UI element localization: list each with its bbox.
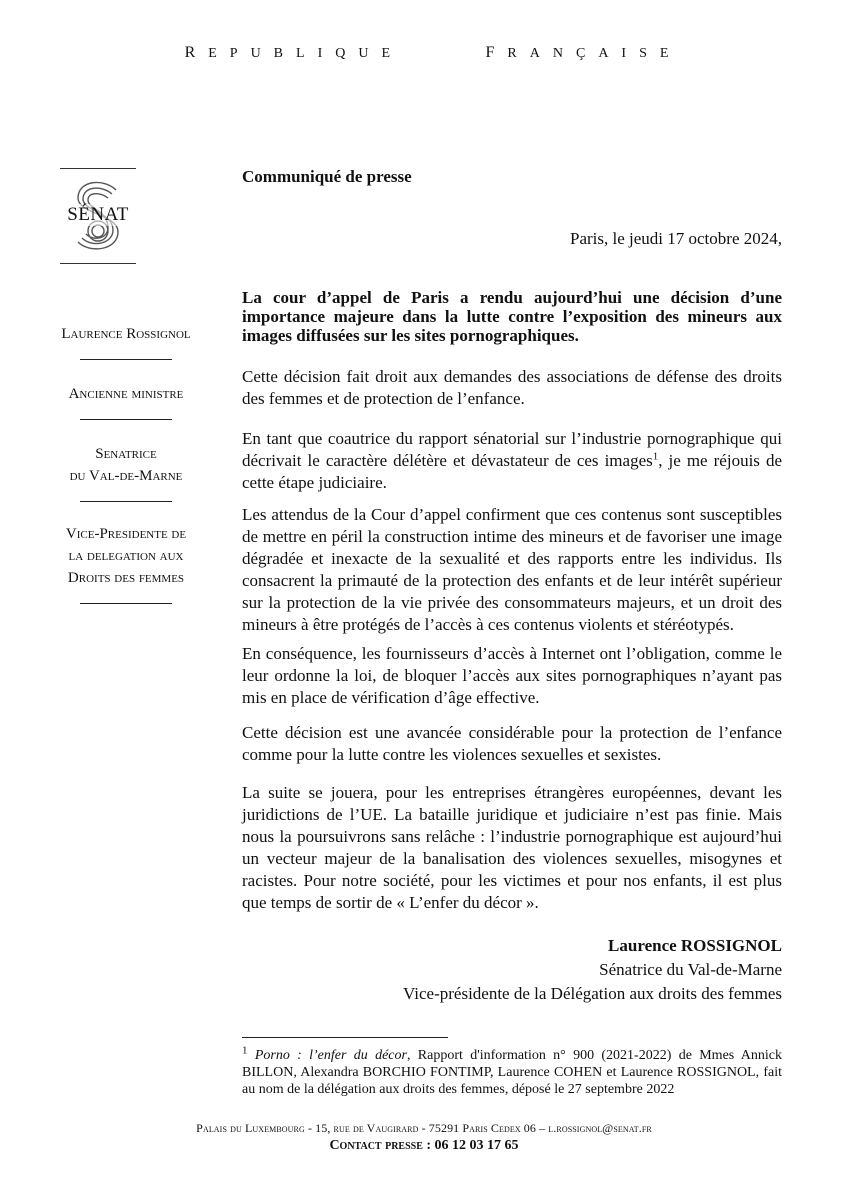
logo-text: SÉNAT (60, 204, 136, 226)
divider (80, 419, 172, 420)
footnote-number: 1 (242, 1044, 248, 1057)
paragraph-4: En conséquence, les fournisseurs d’accès à Internet ont l’obligation, comme le leur ordonne la loi, de bloquer l’accès aux sites pornographiques n’ayant pas mis en place de vérification d’âge effective. (242, 644, 782, 707)
footer-contact: Contact presse : 06 12 03 17 65 (329, 1138, 519, 1153)
paragraph-6: La suite se jouera, pour les entreprises étrangères européennes, devant les juridictions de l’UE. La bataille juridique et judiciaire n’est pas finie. Mais nous la poursuivrons sans relâche : l’industrie pornographique est aujourd’hui un vecteur majeur de la banalisation des violences sexuelles, misogynes et racistes. Pour notre société, pour les victimes et pour nos enfants, il est plus que temps de sortir de « L’enfer du décor ». (242, 783, 782, 912)
divider (80, 359, 172, 360)
signature-title-2: Vice-présidente de la Délégation aux droits des femmes (403, 984, 782, 1003)
senat-logo (60, 168, 136, 264)
footnote-rule (242, 1037, 448, 1038)
footnote-ref[interactable]: 1 (652, 450, 659, 463)
divider (80, 603, 172, 604)
senator-block (28, 443, 224, 502)
document-header (0, 44, 848, 62)
lede-paragraph: La cour d’appel de Paris a rendu aujourd’hui une décision d’une importance majeure dans la lutte contre l’exposition des mineurs aux images diffusées sur les sites pornographiques. (242, 288, 782, 345)
signature-title-1: Sénatrice du Val-de-Marne (599, 960, 782, 979)
header-letter-r: R (184, 44, 209, 61)
paragraph-2-text-a: En tant que coautrice du rapport sénatorial sur l’industrie pornographique qui décrivait le caractère délétère et dévastateur de ces images (242, 429, 782, 470)
vp-line-2: la delegation aux (68, 548, 184, 564)
footnote-text: , Rapport d'information n° 900 (2021-2022) de Mmes Annick BILLON, Alexandra BORCHIO FONTIMP, Laurence COHEN et Laurence ROSSIGNOL, fait au nom de la délégation aux droits des femmes, déposé le 27 septembre 2022 (242, 1048, 782, 1097)
senator-line-2: du Val-de-Marne (69, 468, 183, 484)
paragraph-2-text-b: , je me réjouis de cette étape judiciaire. (242, 451, 782, 492)
footnote-title: Porno : l’enfer du décor (254, 1048, 407, 1063)
header-letter-f: F (485, 44, 508, 61)
senator-line-1: Senatrice (95, 446, 157, 462)
footnote (242, 1044, 782, 1098)
header-republique: EPUBLIQUE (208, 46, 404, 61)
paragraph-5: Cette décision est une avancée considérable pour la protection de l’enfance comme pour la lutte contre les violences sexuelles et sexistes. (242, 723, 782, 764)
logo-bottom-rule (60, 263, 136, 264)
vice-president-block (28, 523, 224, 604)
footer-address: Palais du Luxembourg - 15, rue de Vaugirard - 75291 Paris Cedex 06 – l.rossignol@senat.fr (196, 1121, 652, 1135)
paragraph-2 (242, 428, 782, 494)
header-francaise: RANÇAISE (507, 46, 682, 61)
former-minister-label: Ancienne ministre (68, 386, 184, 402)
author-name: Laurence Rossignol (61, 326, 191, 342)
divider (80, 501, 172, 502)
paragraph-1: Cette décision fait droit aux demandes des associations de défense des droits des femmes et de protection de l’enfance. (242, 367, 782, 408)
vp-line-1: Vice-Presidente de (65, 526, 187, 542)
document-type: Communiqué de presse (242, 167, 412, 186)
vp-line-3: Droits des femmes (67, 570, 185, 586)
author-name-block (28, 323, 224, 360)
former-minister-block (28, 383, 224, 420)
signature-block (403, 934, 782, 1006)
paragraph-3: Les attendus de la Cour d’appel confirment que ces contenus sont susceptibles de mettre en péril la construction intime des mineurs et de favoriser une image dégradée et inexacte de la sexualité et des rapports entre les individus. Ils consacrent la primauté de la protection des enfants et de leur intérêt supérieur sur la protection de la vie privée des consommateurs majeurs, et un droit des mineurs à être protégés de l’accès à ces contenus violents et stéréotypés. (242, 505, 782, 634)
signature-name: Laurence ROSSIGNOL (608, 936, 782, 955)
document-date: Paris, le jeudi 17 octobre 2024, (570, 229, 782, 248)
